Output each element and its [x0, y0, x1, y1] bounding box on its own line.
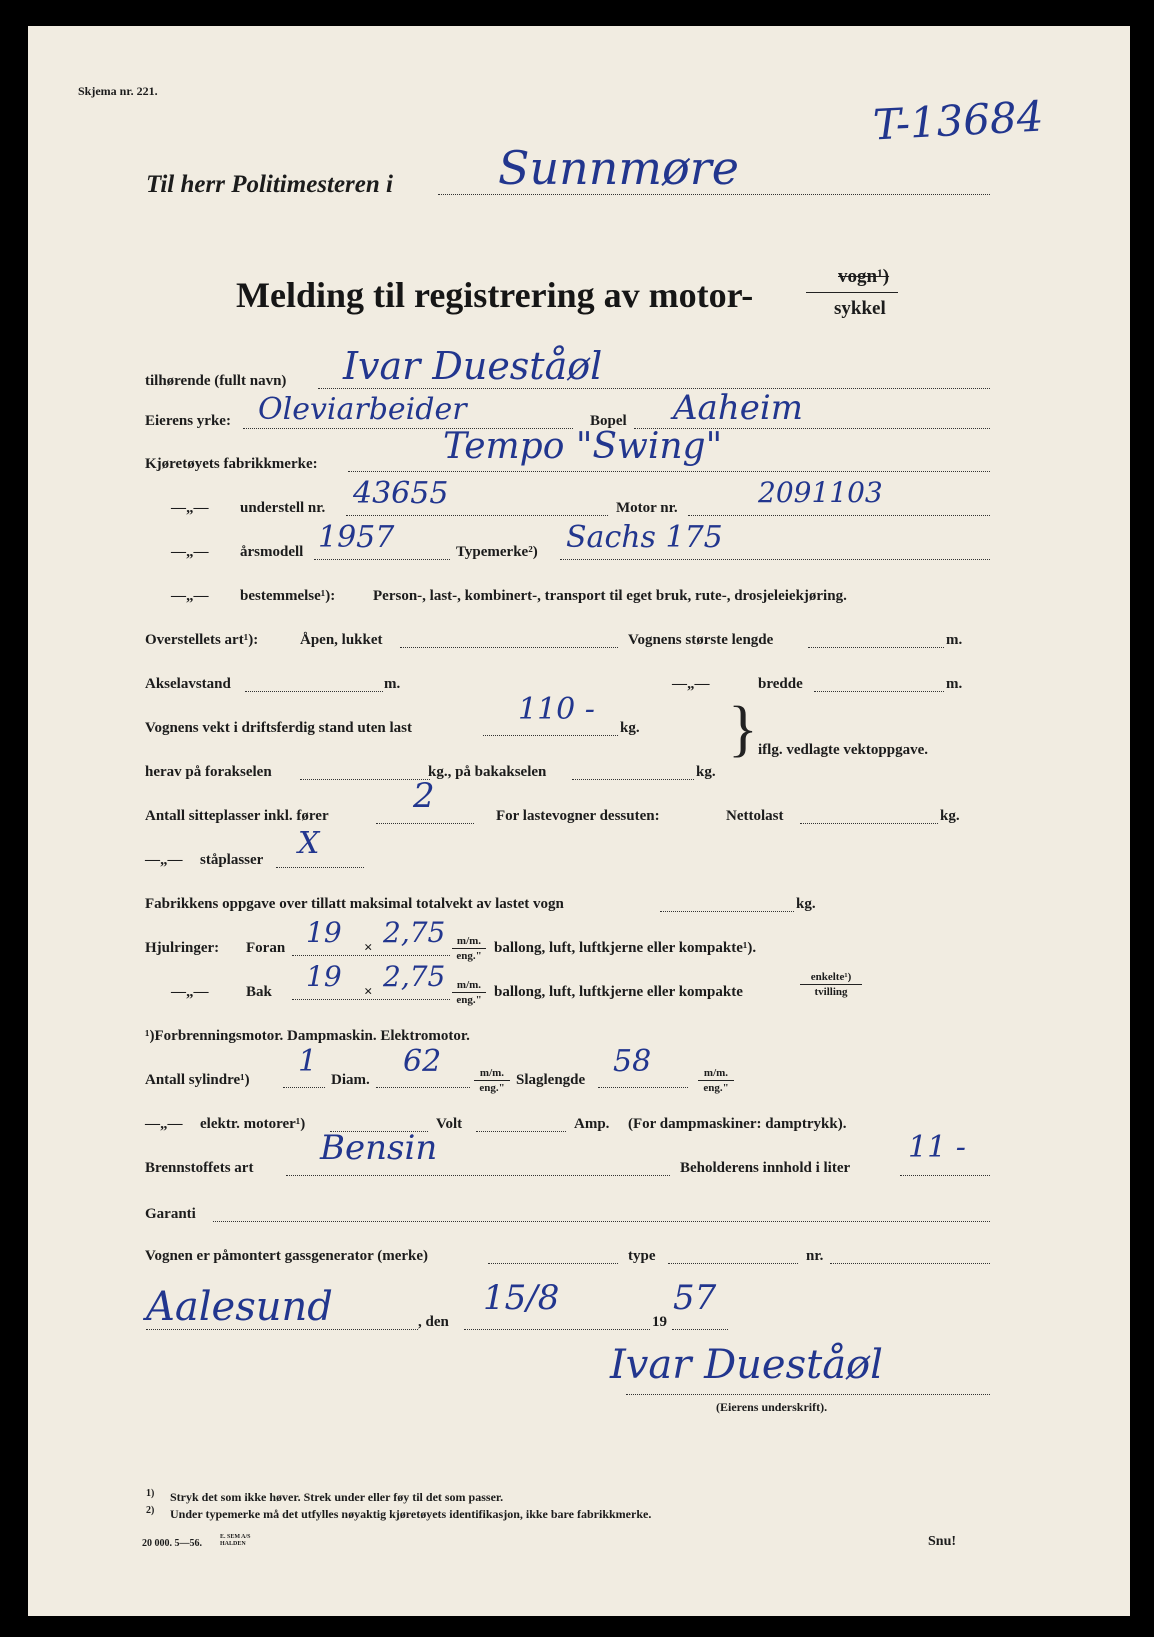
type2-line: [668, 1263, 798, 1264]
ditto-chassis: —„—: [171, 500, 209, 516]
maxweight-line: [660, 911, 794, 912]
volt-label: Volt: [436, 1116, 463, 1132]
motor-line: [688, 515, 990, 516]
front-axle-label: herav på forakselen: [145, 764, 272, 780]
title-sykkel: sykkel: [834, 298, 886, 319]
maxweight-label: Fabrikkens oppgave over tillatt maksimal totalvekt av lastet vogn: [145, 896, 564, 912]
owner-line: [318, 388, 990, 389]
place-line: [146, 1329, 418, 1330]
make-value: Tempo "Swing": [443, 426, 723, 467]
steam-note: (For dampmaskiner: damptrykk).: [628, 1116, 847, 1132]
type-line: [560, 559, 990, 560]
tank-value: 11 -: [908, 1130, 966, 1165]
diam-value: 62: [403, 1044, 442, 1079]
occupation-value: Oleviarbeider: [258, 392, 467, 427]
amp-label: Amp.: [574, 1116, 610, 1132]
length-unit: m.: [946, 632, 963, 648]
front-times: ×: [364, 940, 373, 956]
standing-line: [276, 867, 364, 868]
warranty-line: [213, 1221, 990, 1222]
ditto-year: —„—: [171, 544, 209, 560]
snu-label: Snu!: [928, 1534, 957, 1549]
footnote-2-mark: 2): [146, 1505, 155, 1516]
year-label: årsmodell: [240, 544, 304, 560]
stroke-line: [598, 1087, 688, 1088]
netload-label: Nettolast: [726, 808, 784, 824]
footnote-2: Under typemerke må det utfylles nøyaktig kjøretøyets identifikasjon, ikke bare fabrikkmerke.: [170, 1507, 652, 1521]
footnote-1: Stryk det som ikke høver. Strek under eller føy til det som passer.: [170, 1490, 504, 1504]
diam-label: Diam.: [331, 1072, 370, 1088]
diam-line: [376, 1087, 470, 1088]
chassis-label: understell nr.: [240, 500, 326, 516]
length-label: Vognens største lengde: [628, 632, 774, 648]
motor-label: Motor nr.: [616, 500, 678, 516]
type-label: Typemerke²): [456, 544, 538, 560]
cylinders-label: Antall sylindre¹): [145, 1072, 250, 1088]
wheelbase-line: [245, 691, 383, 692]
reference-number: T-13684: [871, 91, 1045, 150]
chassis-line: [346, 515, 608, 516]
tank-label: Beholderens innhold i liter: [680, 1160, 851, 1176]
make-label: Kjøretøyets fabrikkmerke:: [145, 456, 318, 472]
body-line: [400, 647, 618, 648]
den-label: , den: [418, 1314, 449, 1330]
date-line: [464, 1329, 650, 1330]
rear-axle-unit: kg.: [696, 764, 716, 780]
title-vogn: vogn¹): [838, 266, 890, 287]
wheelbase-unit: m.: [384, 676, 401, 692]
width-unit: m.: [946, 676, 963, 692]
netload-unit: kg.: [940, 808, 960, 824]
rear-mm-fraction: m/m. eng.": [452, 978, 486, 1007]
fuel-line: [286, 1175, 670, 1176]
owner-value: Ivar Dueståøl: [343, 344, 603, 388]
rear-wheel-label: Bak: [246, 984, 272, 1000]
standing-value: X: [298, 826, 320, 861]
maxweight-unit: kg.: [796, 896, 816, 912]
width-line: [814, 691, 944, 692]
make-line: [348, 471, 990, 472]
date-value: 15/8: [483, 1278, 560, 1318]
page-title: Melding til registrering av motor-: [236, 275, 754, 315]
stroke-mm-fraction: m/m. eng.": [698, 1066, 734, 1095]
footnote-1-mark: 1): [146, 1488, 155, 1499]
ditto-width: —„—: [672, 676, 710, 692]
type2-label: type: [628, 1248, 656, 1264]
seats-line: [376, 823, 474, 824]
length-line: [808, 647, 944, 648]
schema-number: Skjema nr. 221.: [78, 84, 158, 98]
year-value: 1957: [318, 520, 395, 555]
weight-note: iflg. vedlagte vektoppgave.: [758, 742, 928, 758]
weight-value: 110 -: [518, 692, 595, 727]
cylinders-value: 1: [298, 1044, 318, 1079]
front-tyre-text: ballong, luft, luftkjerne eller kompakte¹).: [494, 940, 757, 956]
stroke-label: Slaglengde: [516, 1072, 586, 1088]
occupation-label: Eierens yrke:: [145, 413, 231, 429]
front-wheel-b: 2,75: [383, 916, 446, 949]
purpose-label: bestemmelse¹):: [240, 588, 336, 604]
body-text: Åpen, lukket: [300, 632, 383, 648]
nr-label: nr.: [806, 1248, 824, 1264]
rear-tyre-text: ballong, luft, luftkjerne eller kompakte: [494, 984, 743, 1000]
fuel-label: Brennstoffets art: [145, 1160, 254, 1176]
purpose-text: Person-, last-, kombinert-, transport til eget bruk, rute-, drosjeleiekjøring.: [373, 588, 847, 604]
printer-mark: E. SEM A/S HALDEN: [220, 1534, 251, 1547]
weight-line: [483, 735, 618, 736]
electric-label: elektr. motorer¹): [200, 1116, 306, 1132]
rear-times: ×: [364, 984, 373, 1000]
addressee-label: Til herr Politimesteren i: [146, 171, 393, 198]
fuel-value: Bensin: [320, 1128, 438, 1168]
stroke-value: 58: [613, 1044, 652, 1079]
warranty-label: Garanti: [145, 1206, 196, 1222]
gas-line: [488, 1263, 618, 1264]
nr-line: [830, 1263, 990, 1264]
seats-value: 2: [413, 776, 435, 816]
tank-line: [900, 1175, 990, 1176]
truck-label: For lastevogner dessuten:: [496, 808, 660, 824]
bopel-value: Aaheim: [673, 388, 803, 428]
signature-label: (Eierens underskrift).: [716, 1400, 828, 1414]
volt-line: [476, 1131, 566, 1132]
ditto-standing: —„—: [145, 852, 183, 868]
body-label: Overstellets art¹):: [145, 632, 259, 648]
print-info: 20 000. 5—56.: [142, 1538, 202, 1549]
year-suffix: 57: [673, 1278, 717, 1318]
standing-label: ståplasser: [200, 852, 264, 868]
front-mm-fraction: m/m. eng.": [452, 934, 486, 963]
form-paper: [28, 26, 1130, 1616]
rear-wheel-b: 2,75: [383, 960, 446, 993]
addressee-value: Sunnmøre: [498, 141, 739, 195]
diam-mm-fraction: m/m. eng.": [474, 1066, 510, 1095]
wheelbase-label: Akselavstand: [145, 676, 231, 692]
motor-value: 2091103: [758, 476, 883, 509]
weight-label: Vognens vekt i driftsferdig stand uten last: [145, 720, 412, 736]
year-prefix: 19: [652, 1314, 667, 1330]
year-line: [314, 559, 450, 560]
year-suffix-line: [672, 1329, 728, 1330]
cylinders-line: [283, 1087, 325, 1088]
front-wheel-a: 19: [306, 916, 342, 949]
netload-line: [800, 823, 938, 824]
title-fraction-line: [806, 292, 898, 293]
owner-label: tilhørende (fullt navn): [145, 373, 287, 389]
ditto-rear: —„—: [171, 984, 209, 1000]
engine-types: ¹)Forbrenningsmotor. Dampmaskin. Elektromotor.: [145, 1028, 470, 1044]
bopel-label: Bopel: [590, 413, 627, 429]
ditto-purpose: —„—: [171, 588, 209, 604]
front-axle-line: [300, 779, 430, 780]
front-wheel-label: Foran: [246, 940, 286, 956]
gas-label: Vognen er påmontert gassgenerator (merke): [145, 1248, 429, 1264]
type-value: Sachs 175: [566, 520, 723, 555]
weight-unit: kg.: [620, 720, 640, 736]
owner-signature: Ivar Dueståøl: [610, 1342, 883, 1388]
weight-brace: }: [728, 695, 758, 763]
place-value: Aalesund: [146, 1284, 333, 1330]
single-twin-fraction: enkelte¹) tvilling: [800, 970, 862, 999]
rear-axle-line: [572, 779, 694, 780]
rear-wheel-a: 19: [306, 960, 342, 993]
width-label: bredde: [758, 676, 803, 692]
wheels-label: Hjulringer:: [145, 940, 220, 956]
signature-line: [626, 1394, 990, 1395]
ditto-electric: —„—: [145, 1116, 183, 1132]
seats-label: Antall sitteplasser inkl. fører: [145, 808, 329, 824]
rear-axle-label: kg., på bakakselen: [428, 764, 547, 780]
chassis-value: 43655: [353, 476, 449, 511]
